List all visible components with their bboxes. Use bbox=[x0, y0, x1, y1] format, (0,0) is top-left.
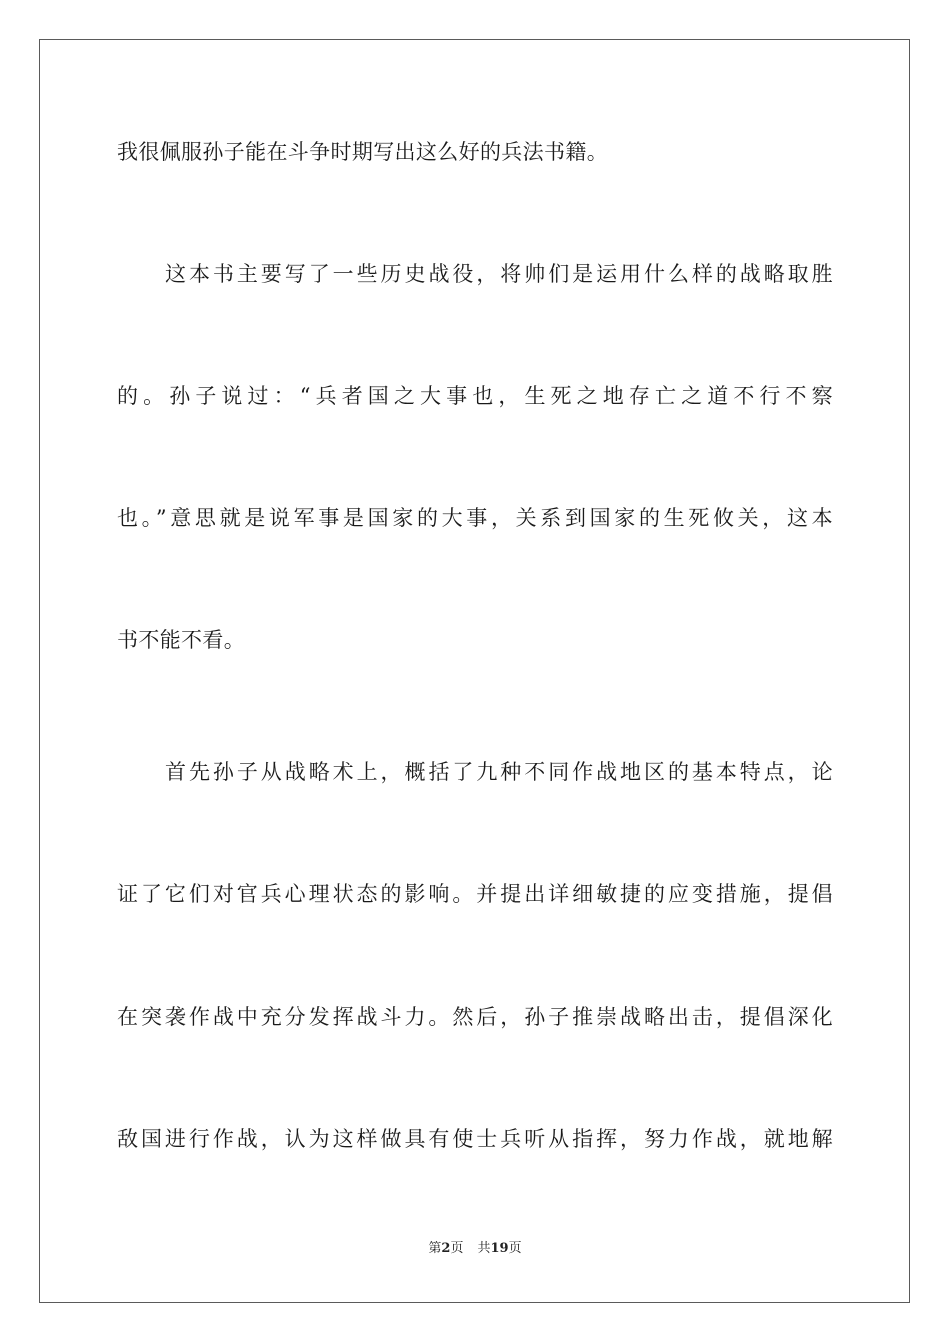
text-line-1: 我很佩服孙子能在斗争时期写出这么好的兵法书籍。 bbox=[117, 140, 609, 164]
page-border bbox=[39, 39, 910, 1303]
text-line-3: 的。孙子说过：“兵者国之大事也，生死之地存亡之道不行不察 bbox=[117, 384, 833, 408]
footer-total-prefix: 共 bbox=[477, 1241, 491, 1256]
footer-current-page: 2 bbox=[441, 1241, 451, 1256]
footer-total-suffix: 页 bbox=[508, 1241, 522, 1256]
page-footer bbox=[0, 1240, 950, 1258]
text-line-8: 在突袭作战中充分发挥战斗力。然后，孙子推崇战略出击，提倡深化 bbox=[117, 1005, 833, 1029]
footer-page-suffix: 页 bbox=[450, 1241, 464, 1256]
footer-prefix: 第 bbox=[428, 1241, 442, 1256]
text-line-7: 证了它们对官兵心理状态的影响。并提出详细敏捷的应变措施，提倡 bbox=[117, 882, 833, 906]
text-line-2: 这本书主要写了一些历史战役，将帅们是运用什么样的战略取胜 bbox=[165, 262, 833, 286]
footer-total-pages: 19 bbox=[490, 1241, 509, 1256]
text-line-4: 也。”意思就是说军事是国家的大事，关系到国家的生死攸关，这本 bbox=[117, 506, 833, 530]
text-line-5: 书不能不看。 bbox=[117, 628, 246, 652]
text-line-6: 首先孙子从战略术上，概括了九种不同作战地区的基本特点，论 bbox=[165, 760, 833, 784]
text-line-9: 敌国进行作战，认为这样做具有使士兵听从指挥，努力作战，就地解 bbox=[117, 1127, 833, 1151]
